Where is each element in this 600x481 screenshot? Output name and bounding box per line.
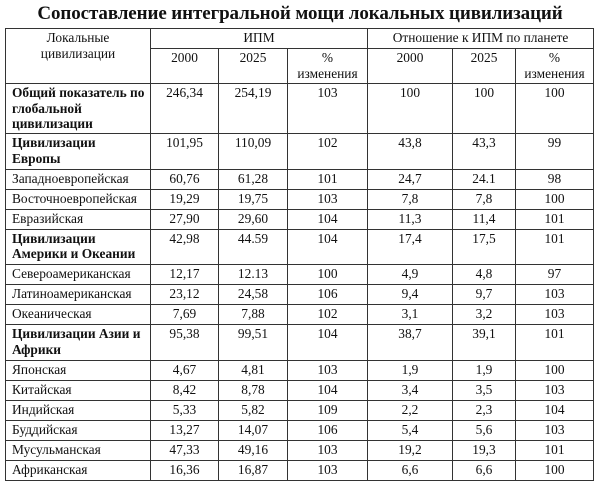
cell-ratio-change: 98 [516, 169, 594, 189]
civilization-name: Буддийская [6, 420, 151, 440]
cell-ipm-change: 106 [288, 420, 368, 440]
cell-ipm-2000: 12,17 [151, 265, 219, 285]
cell-ratio-change: 97 [516, 265, 594, 285]
cell-ratio-2025: 39,1 [453, 325, 516, 361]
cell-ipm-2000: 7,69 [151, 305, 219, 325]
civilization-name: Западноевропейская [6, 169, 151, 189]
cell-ipm-change: 101 [288, 169, 368, 189]
cell-ipm-2025: 99,51 [219, 325, 288, 361]
cell-ipm-2000: 16,36 [151, 460, 219, 480]
cell-ratio-change: 100 [516, 460, 594, 480]
header-ipm-2025: 2025 [219, 49, 288, 84]
table-row [6, 305, 594, 325]
cell-ipm-2025: 49,16 [219, 440, 288, 460]
cell-ratio-2000: 100 [368, 84, 453, 134]
header-ratio-change: % изменения [516, 49, 594, 84]
header-local-civilizations: Локальные цивилизации [6, 29, 151, 84]
table-row [6, 380, 594, 400]
cell-ratio-2025: 100 [453, 84, 516, 134]
cell-ratio-2000: 24,7 [368, 169, 453, 189]
cell-ipm-change: 102 [288, 134, 368, 170]
cell-ratio-2025: 43,3 [453, 134, 516, 170]
civilization-name: Цивилизации Азии и Африки [6, 325, 151, 361]
cell-ratio-change: 103 [516, 285, 594, 305]
cell-ipm-2000: 60,76 [151, 169, 219, 189]
cell-ipm-2000: 23,12 [151, 285, 219, 305]
cell-ratio-2000: 19,2 [368, 440, 453, 460]
cell-ratio-change: 101 [516, 440, 594, 460]
table-row [6, 285, 594, 305]
cell-ipm-2000: 27,90 [151, 209, 219, 229]
table-row [6, 400, 594, 420]
cell-ratio-change: 101 [516, 209, 594, 229]
header-ratio-to-planet: Отношение к ИПМ по планете [368, 29, 594, 49]
cell-ratio-2000: 43,8 [368, 134, 453, 170]
header-ratio-2000: 2000 [368, 49, 453, 84]
civilization-name: Океаническая [6, 305, 151, 325]
header-ratio-2025: 2025 [453, 49, 516, 84]
cell-ipm-2000: 47,33 [151, 440, 219, 460]
cell-ipm-change: 104 [288, 229, 368, 265]
table-row-group [6, 84, 594, 134]
cell-ipm-2000: 13,27 [151, 420, 219, 440]
cell-ipm-2025: 16,87 [219, 460, 288, 480]
cell-ratio-2025: 2,3 [453, 400, 516, 420]
cell-ratio-2025: 7,8 [453, 189, 516, 209]
cell-ipm-2025: 8,78 [219, 380, 288, 400]
cell-ipm-change: 103 [288, 440, 368, 460]
cell-ratio-2000: 17,4 [368, 229, 453, 265]
civilization-name: Китайская [6, 380, 151, 400]
cell-ratio-2000: 5,4 [368, 420, 453, 440]
table-row [6, 460, 594, 480]
cell-ratio-2025: 6,6 [453, 460, 516, 480]
cell-ipm-2000: 246,34 [151, 84, 219, 134]
cell-ratio-2025: 4,8 [453, 265, 516, 285]
table-row [6, 209, 594, 229]
cell-ipm-change: 106 [288, 285, 368, 305]
cell-ipm-change: 100 [288, 265, 368, 285]
cell-ratio-2025: 19,3 [453, 440, 516, 460]
table-row-group [6, 229, 594, 265]
civilization-name: Общий показатель по глобальной цивилизации [6, 84, 151, 134]
table-row [6, 169, 594, 189]
cell-ipm-change: 104 [288, 380, 368, 400]
cell-ipm-2025: 254,19 [219, 84, 288, 134]
cell-ratio-2000: 1,9 [368, 360, 453, 380]
header-ipm: ИПМ [151, 29, 368, 49]
cell-ratio-2000: 3,4 [368, 380, 453, 400]
civilization-name: Цивилизации Америки и Океании [6, 229, 151, 265]
cell-ratio-2025: 1,9 [453, 360, 516, 380]
table-row [6, 189, 594, 209]
cell-ratio-2000: 9,4 [368, 285, 453, 305]
cell-ipm-2025: 4,81 [219, 360, 288, 380]
cell-ratio-change: 100 [516, 189, 594, 209]
header-row-groups [6, 29, 594, 49]
cell-ratio-2025: 11,4 [453, 209, 516, 229]
cell-ratio-2025: 9,7 [453, 285, 516, 305]
cell-ipm-2025: 7,88 [219, 305, 288, 325]
cell-ipm-2000: 42,98 [151, 229, 219, 265]
cell-ipm-2000: 5,33 [151, 400, 219, 420]
header-ipm-2000: 2000 [151, 49, 219, 84]
cell-ipm-2025: 61,28 [219, 169, 288, 189]
cell-ratio-change: 104 [516, 400, 594, 420]
civilization-name: Евразийская [6, 209, 151, 229]
cell-ratio-2025: 3,2 [453, 305, 516, 325]
cell-ratio-2000: 2,2 [368, 400, 453, 420]
table-title: Сопоставление интегральной мощи локальных цивилизаций [37, 3, 563, 24]
cell-ratio-change: 101 [516, 325, 594, 361]
cell-ipm-change: 102 [288, 305, 368, 325]
cell-ipm-2025: 110,09 [219, 134, 288, 170]
cell-ipm-2000: 4,67 [151, 360, 219, 380]
table-row-group [6, 134, 594, 170]
civilization-name: Мусульманская [6, 440, 151, 460]
cell-ipm-change: 104 [288, 209, 368, 229]
cell-ratio-change: 100 [516, 84, 594, 134]
cell-ratio-change: 99 [516, 134, 594, 170]
cell-ipm-2025: 19,75 [219, 189, 288, 209]
civilization-name: Восточноевропейская [6, 189, 151, 209]
cell-ipm-2025: 5,82 [219, 400, 288, 420]
civilization-name: Цивилизации Европы [6, 134, 151, 170]
table-row [6, 360, 594, 380]
cell-ipm-2000: 19,29 [151, 189, 219, 209]
civilization-name: Индийская [6, 400, 151, 420]
cell-ipm-change: 103 [288, 360, 368, 380]
cell-ratio-change: 101 [516, 229, 594, 265]
table-row [6, 420, 594, 440]
cell-ipm-change: 104 [288, 325, 368, 361]
cell-ipm-change: 103 [288, 84, 368, 134]
cell-ipm-change: 103 [288, 189, 368, 209]
table-row-group [6, 325, 594, 361]
table-body [6, 84, 594, 481]
table-row [6, 265, 594, 285]
cell-ipm-2000: 95,38 [151, 325, 219, 361]
civilization-name: Североамериканская [6, 265, 151, 285]
cell-ipm-2025: 29,60 [219, 209, 288, 229]
civilization-name: Африканская [6, 460, 151, 480]
cell-ratio-2025: 5,6 [453, 420, 516, 440]
cell-ratio-change: 103 [516, 305, 594, 325]
cell-ipm-2000: 101,95 [151, 134, 219, 170]
cell-ratio-2000: 6,6 [368, 460, 453, 480]
cell-ipm-change: 109 [288, 400, 368, 420]
cell-ratio-2000: 7,8 [368, 189, 453, 209]
cell-ipm-2025: 14,07 [219, 420, 288, 440]
cell-ratio-2000: 11,3 [368, 209, 453, 229]
cell-ratio-change: 103 [516, 380, 594, 400]
cell-ratio-change: 103 [516, 420, 594, 440]
civilizations-power-table [5, 28, 594, 481]
cell-ipm-2000: 8,42 [151, 380, 219, 400]
civilization-name: Японская [6, 360, 151, 380]
cell-ratio-2025: 17,5 [453, 229, 516, 265]
table-row [6, 440, 594, 460]
header-ipm-change: % изменения [288, 49, 368, 84]
cell-ratio-2000: 4,9 [368, 265, 453, 285]
cell-ratio-2000: 38,7 [368, 325, 453, 361]
cell-ipm-2025: 12.13 [219, 265, 288, 285]
cell-ipm-2025: 44.59 [219, 229, 288, 265]
cell-ratio-2025: 3,5 [453, 380, 516, 400]
cell-ratio-2000: 3,1 [368, 305, 453, 325]
cell-ratio-change: 100 [516, 360, 594, 380]
civilization-name: Латиноамериканская [6, 285, 151, 305]
cell-ratio-2025: 24.1 [453, 169, 516, 189]
cell-ipm-2025: 24,58 [219, 285, 288, 305]
cell-ipm-change: 103 [288, 460, 368, 480]
